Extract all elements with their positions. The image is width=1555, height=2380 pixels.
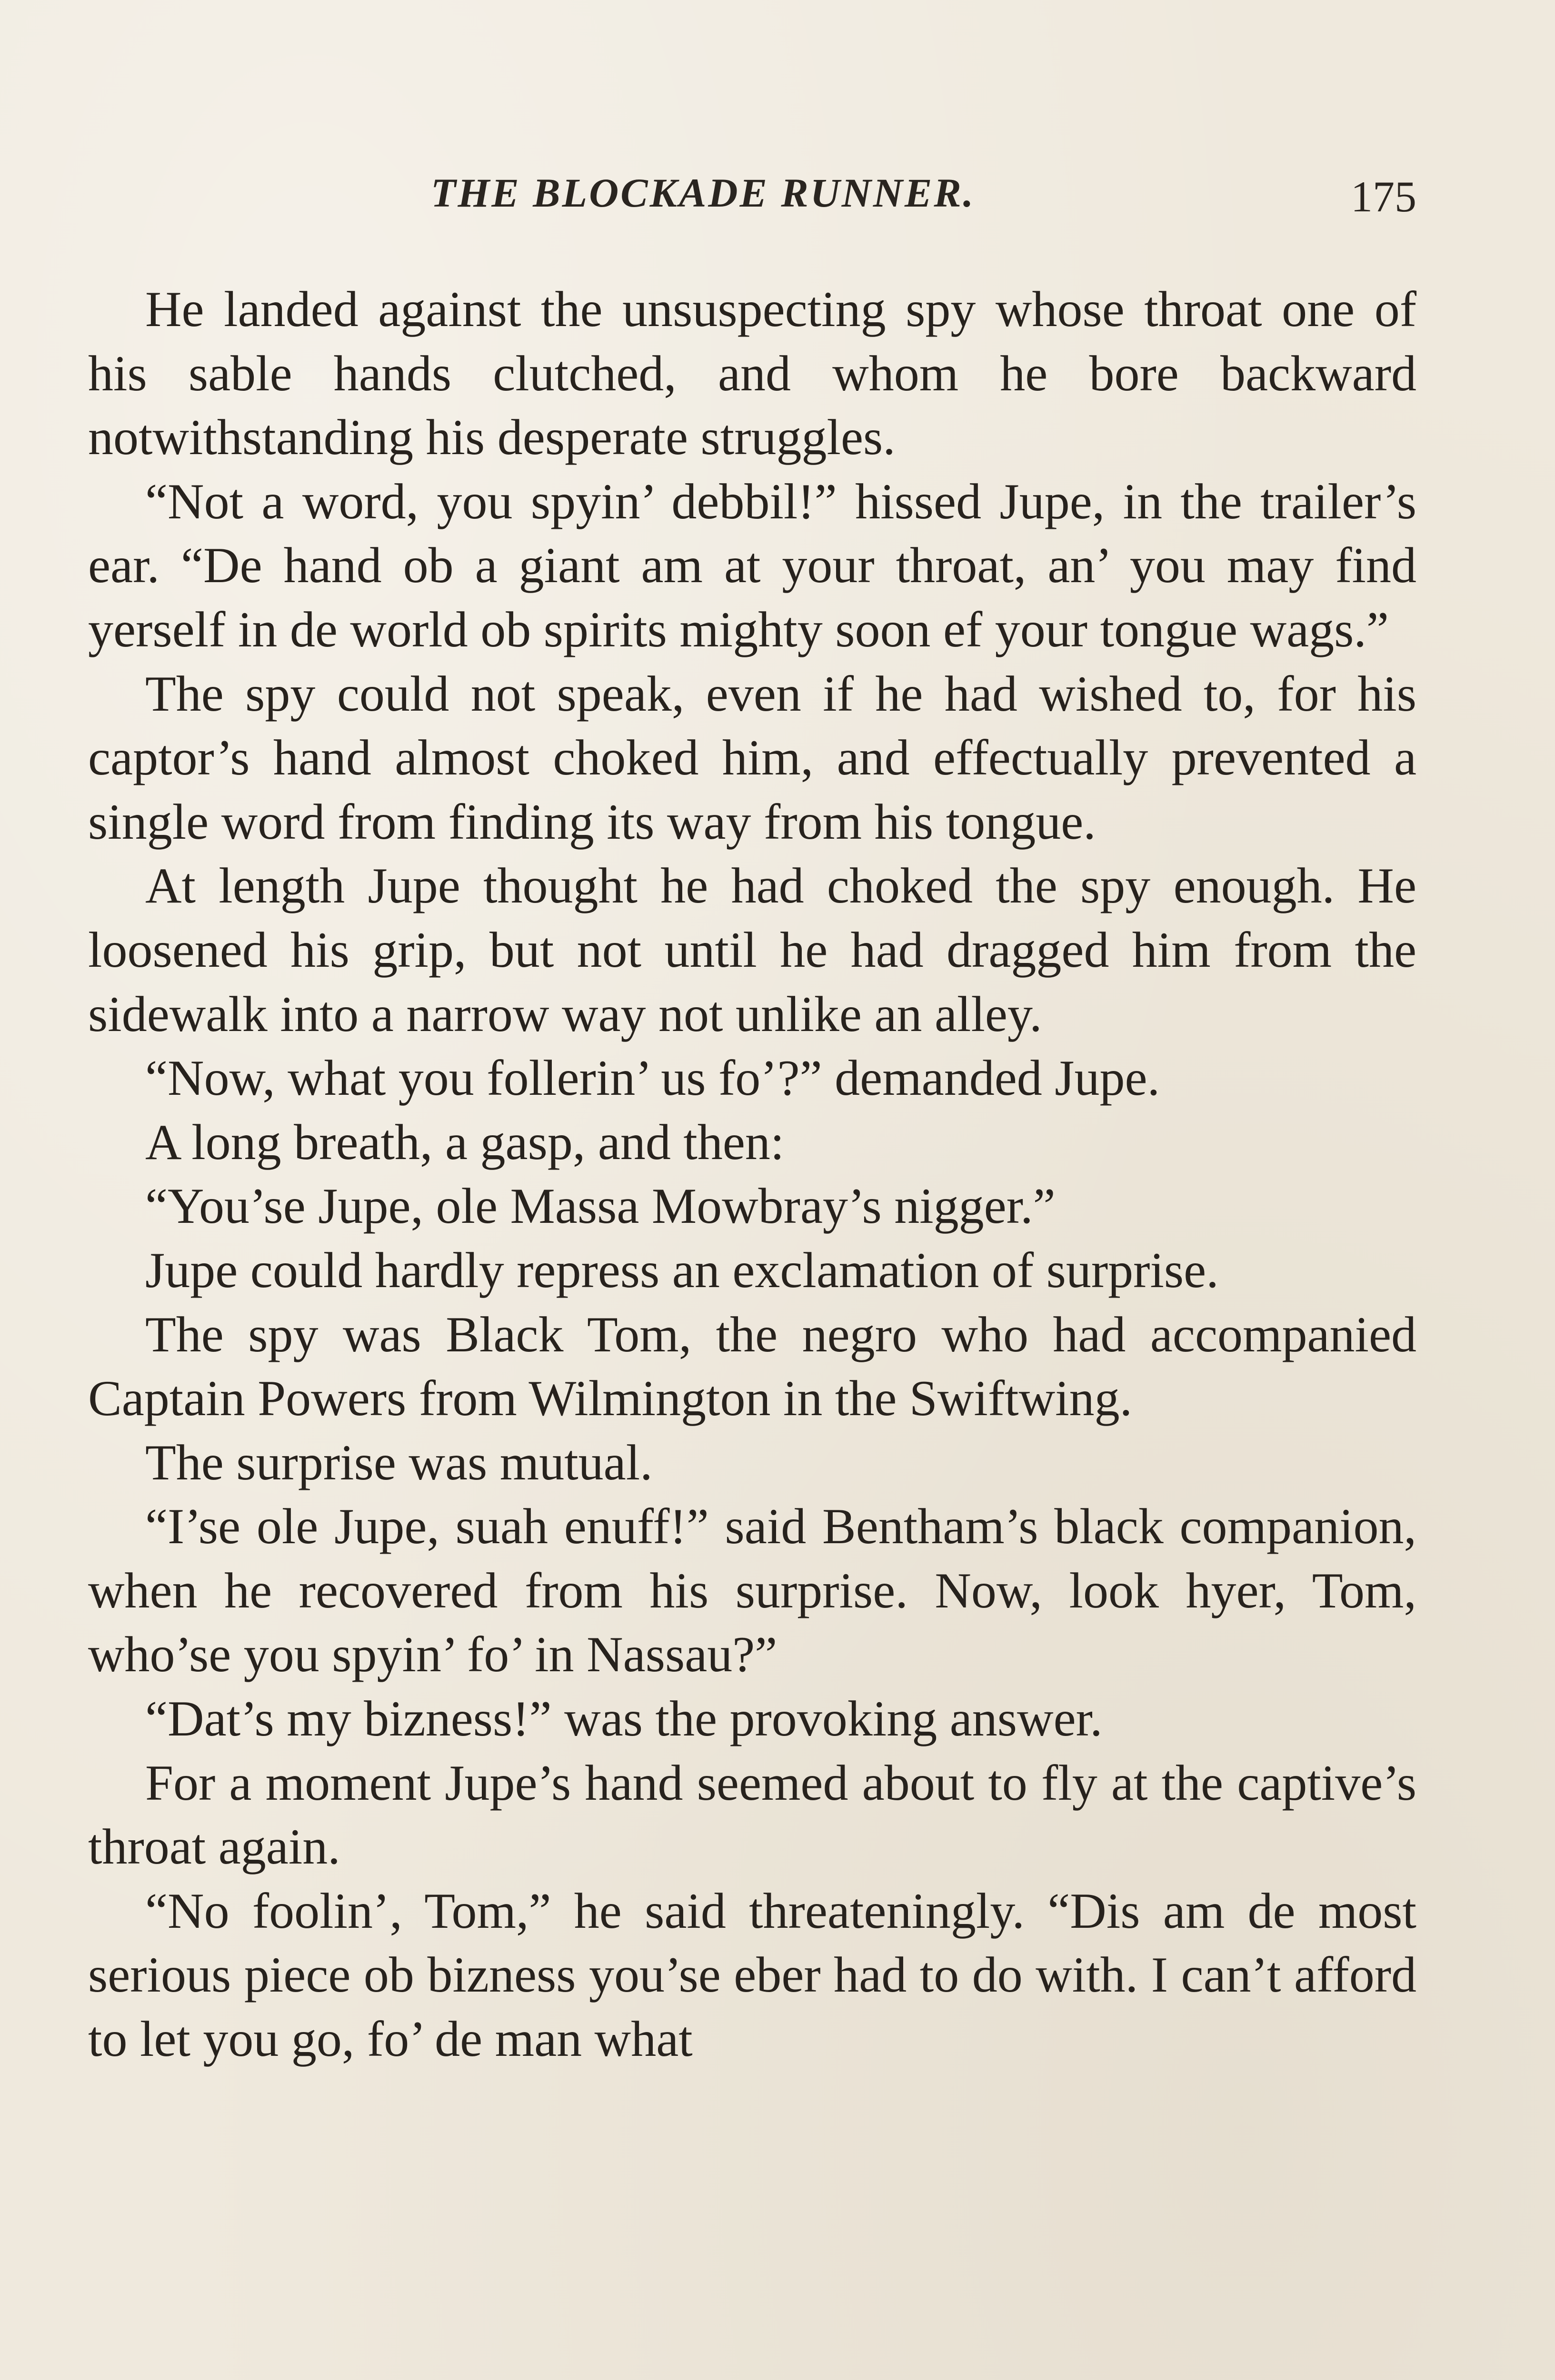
- paragraph: “You’se Jupe, ole Massa Mowbray’s nigger.”: [145, 1178, 1056, 1234]
- paragraph: The spy was Black Tom, the negro who had accompanied Captain Powers from Wilmington in the Swiftwing.: [88, 1306, 1416, 1427]
- paragraph: “No foolin’, Tom,” he said threateningly. “Dis am de most serious piece ob bizness you’se eber had to do with. I can’t afford to let you go, fo’ de man what: [88, 1883, 1416, 2067]
- paragraph: “Now, what you follerin’ us fo’?” demanded Jupe.: [145, 1050, 1160, 1106]
- paragraph: The surprise was mutual.: [145, 1434, 653, 1490]
- paragraph: The spy could not speak, even if he had wished to, for his captor’s hand almost choked him, and effectually prevented a single word from finding its way from his tongue.: [88, 665, 1416, 850]
- paragraph: He landed against the unsuspecting spy whose throat one of his sable hands clutched, and whom he bore backward notwithstanding his desperate struggles.: [88, 281, 1416, 466]
- body-text: [88, 278, 1416, 2072]
- paragraph: “Dat’s my bizness!” was the provoking answer.: [145, 1691, 1103, 1747]
- paragraph: “I’se ole Jupe, suah enuff!” said Bentham’s black companion, when he recovered from his surprise. Now, look hyer, Tom, who’se you spyin’ fo’ in Nassau?”: [88, 1498, 1416, 1683]
- page-number: 175: [1351, 172, 1416, 221]
- paragraph: Jupe could hardly repress an exclamation of surprise.: [145, 1242, 1219, 1298]
- paragraph: For a moment Jupe’s hand seemed about to fly at the captive’s throat again.: [88, 1755, 1416, 1875]
- running-title: THE BLOCKADE RUNNER.: [431, 170, 976, 216]
- paragraph: A long breath, a gasp, and then:: [145, 1114, 785, 1170]
- paragraph: At length Jupe thought he had choked the spy enough. He loosened his grip, but not until he had dragged him from the sidewalk into a narrow way not unlike an alley.: [88, 858, 1416, 1042]
- paragraph: “Not a word, you spyin’ debbil!” hissed Jupe, in the trailer’s ear. “De hand ob a giant am at your throat, an’ you may find yerself in de world ob spirits mighty soon ef your tongue wags.”: [88, 473, 1416, 657]
- running-head: [88, 162, 1416, 224]
